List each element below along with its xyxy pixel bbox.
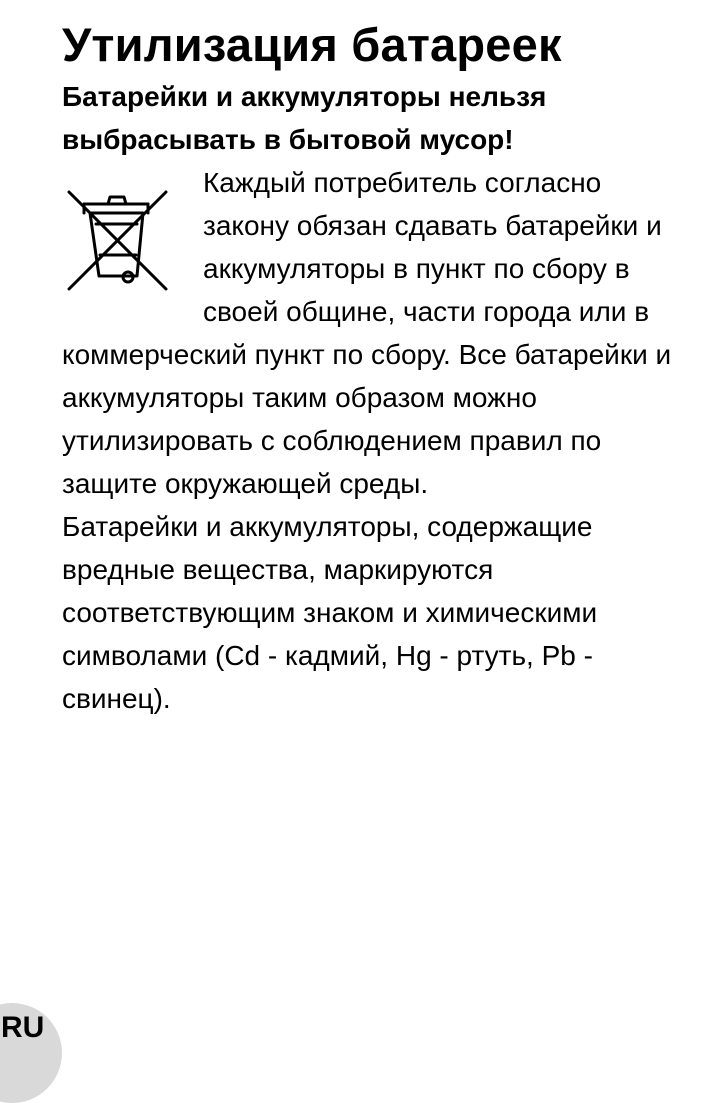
warning-subtitle: Батарейки и аккумуляторы нельзя выбрасывать в бытовой мусор! xyxy=(62,81,547,155)
body-text xyxy=(62,161,682,720)
crossed-out-wheeled-bin-icon xyxy=(62,161,203,333)
page-title: Утилизация батареек xyxy=(62,18,562,71)
language-code: RU xyxy=(1,1011,45,1044)
paragraph: Батарейки и аккумуляторы, содержащие вредные вещества, маркируются соответствующим знаком и химическими символами (Cd - кадмий, Hg - ртуть, Pb - свинец). xyxy=(62,511,598,714)
paragraph: Каждый потребитель согласно закону обязан сдавать батарейки и аккумуляторы в пункт по сбору в своей общине, части города или в коммерческий пункт по сбору. Все батарейки и аккумуляторы таким образом можно утилизировать с соблюдением правил по защите окружающей среды. xyxy=(62,167,672,499)
